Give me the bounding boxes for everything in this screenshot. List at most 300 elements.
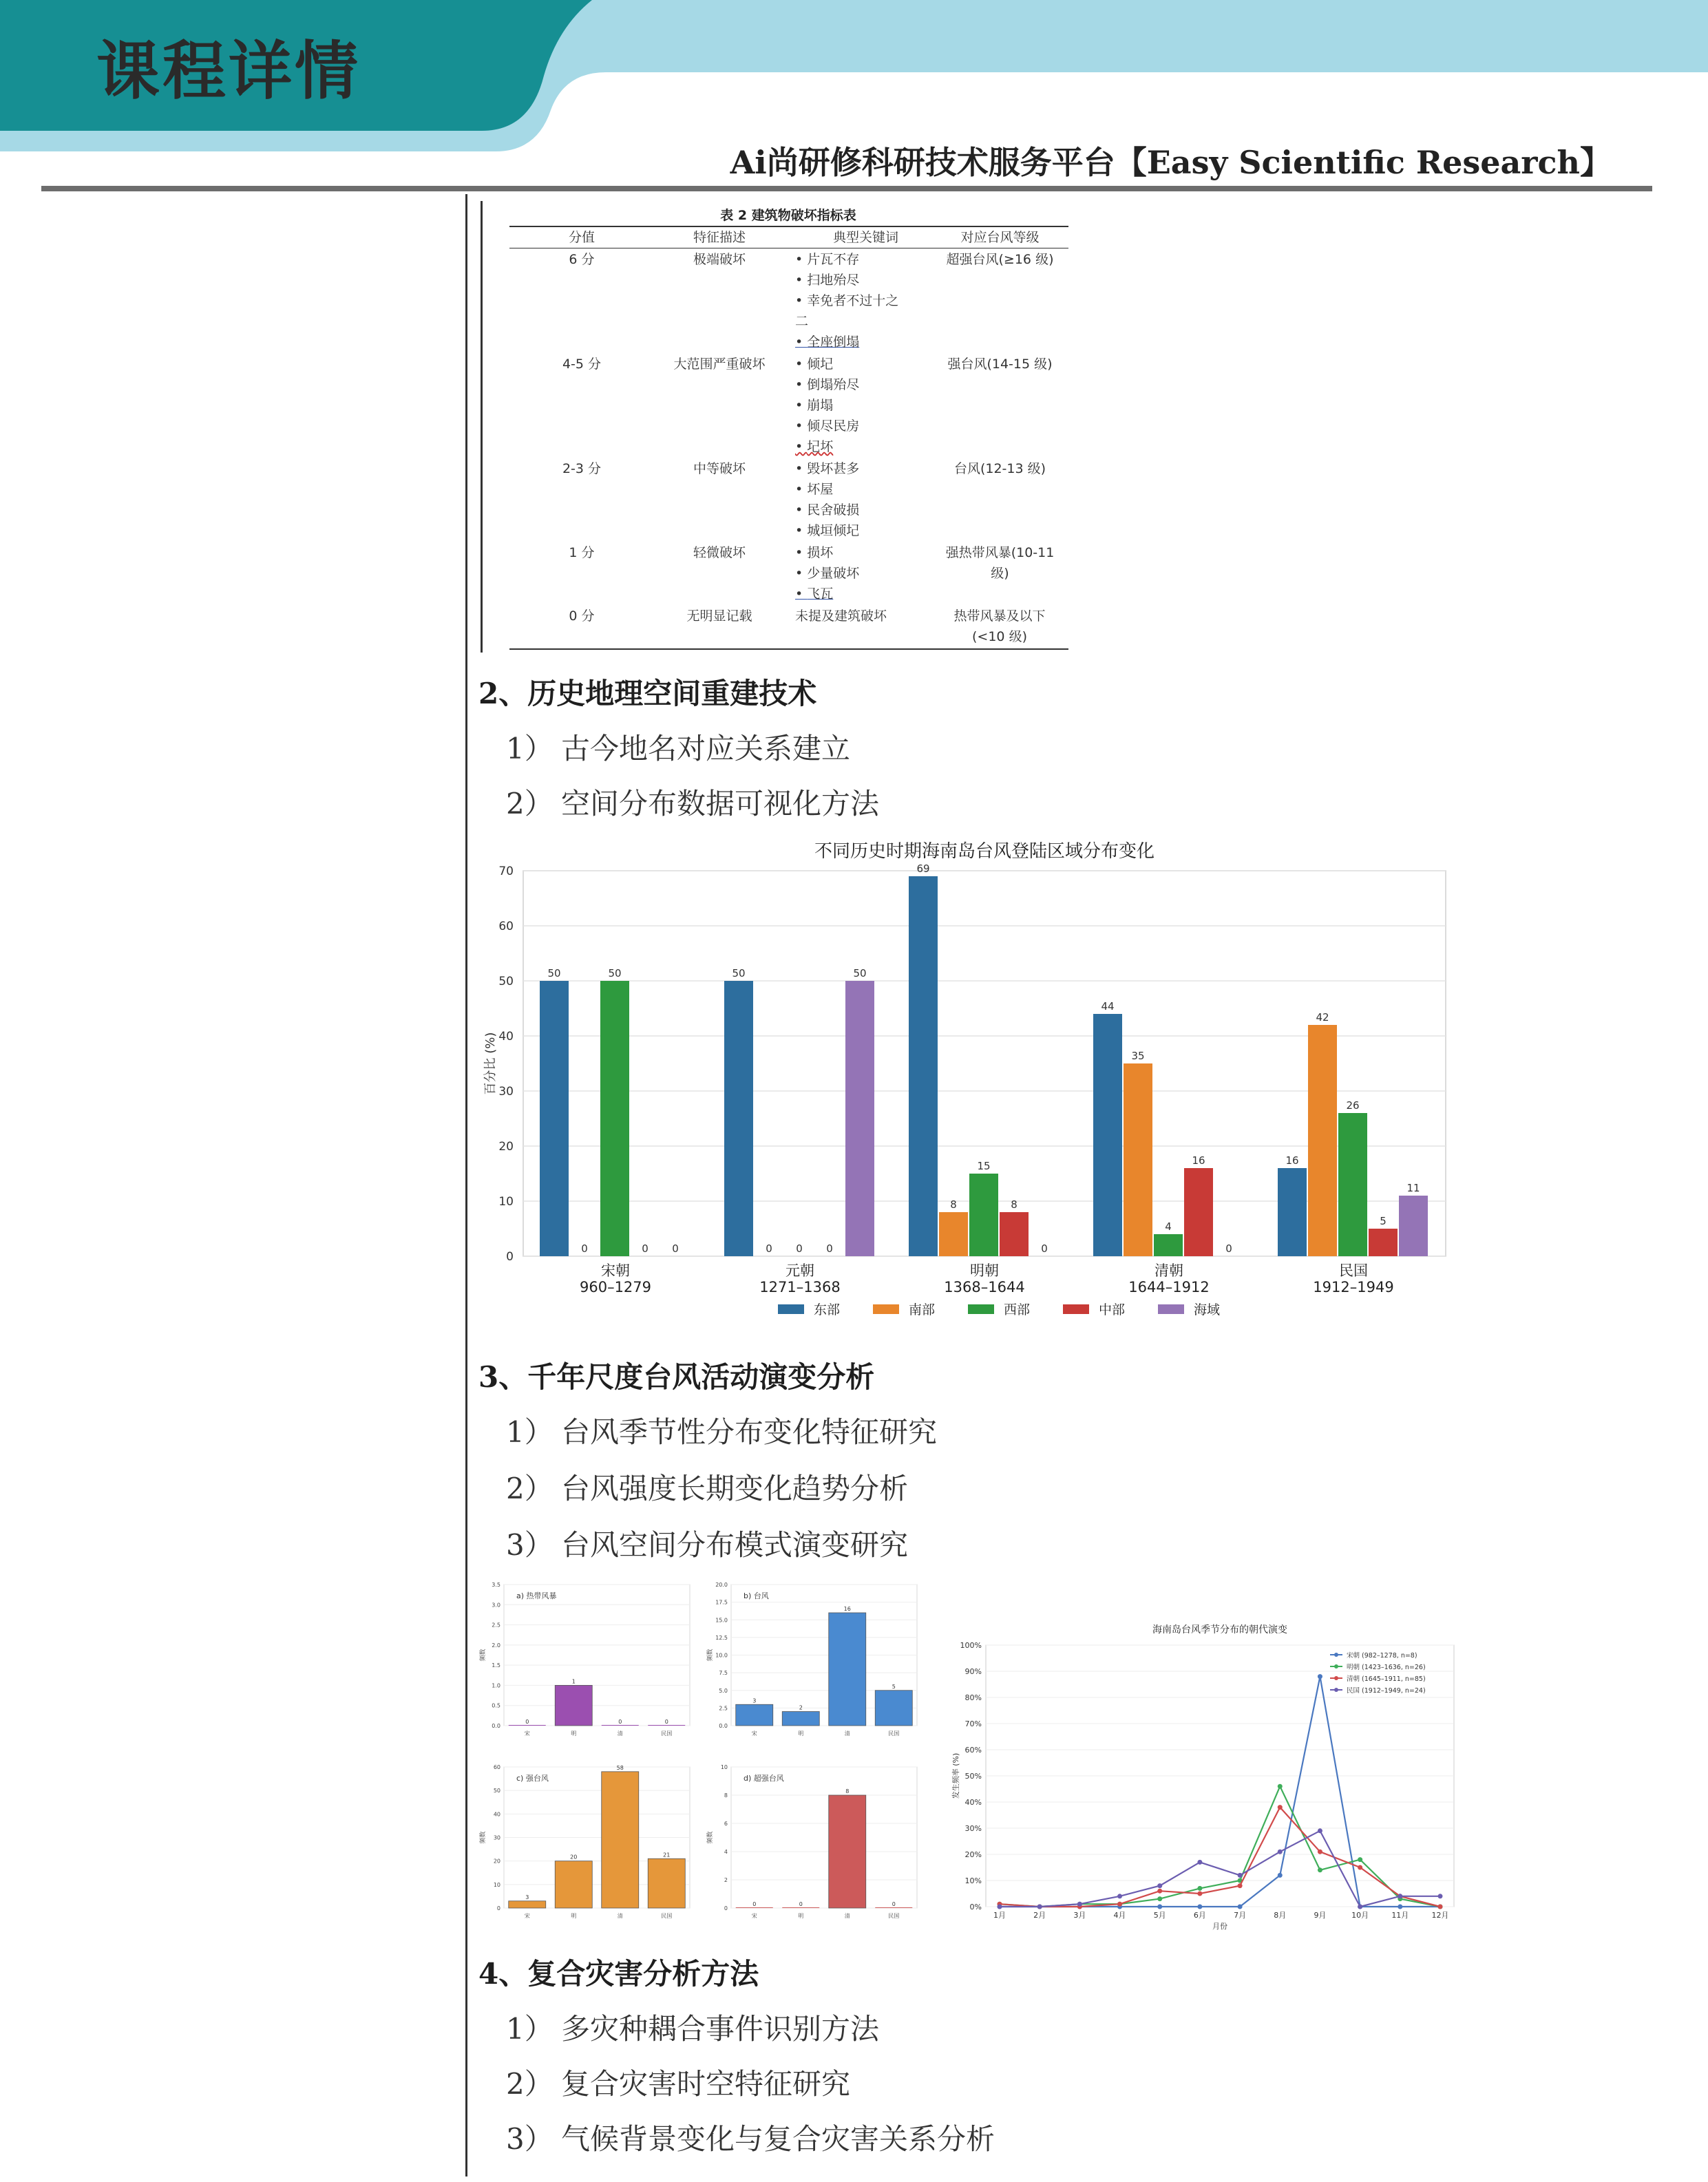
y-tick-label: 20: [498, 1140, 514, 1154]
section-4-heading: 4、复合灾害分析方法: [478, 1957, 759, 1991]
bar-value-label: 50: [608, 967, 622, 979]
y-tick-label: 2.5: [719, 1705, 728, 1712]
keyword: • 全座倒塌: [795, 332, 936, 352]
y-tick-label: 7.5: [719, 1670, 728, 1677]
x-tick-label: 明: [571, 1730, 577, 1737]
y-axis-label: 百分比 (%): [483, 1032, 498, 1095]
data-point: [1197, 1905, 1202, 1909]
data-point: [1238, 1873, 1243, 1878]
table-cell-desc: 中等破坏: [693, 461, 746, 476]
y-tick-label: 12.5: [715, 1634, 728, 1641]
x-tick-label: 3月: [1073, 1911, 1086, 1920]
list-text: 台风空间分布模式演变研究: [561, 1528, 909, 1562]
x-tick-label: 宋: [524, 1730, 530, 1737]
y-tick-label: 0: [496, 1905, 500, 1911]
bar-value-label: 4: [1165, 1220, 1172, 1233]
list-number: 2）: [506, 787, 553, 820]
bar-value-label: 0: [618, 1719, 622, 1725]
chart-title: c) 强台风: [516, 1774, 549, 1783]
data-point: [1358, 1857, 1362, 1862]
landing-region-bar-chart: [475, 836, 1494, 1332]
plot-area: [731, 1767, 917, 1908]
bar: [1000, 1212, 1029, 1256]
legend-label: 东部: [814, 1302, 841, 1317]
keyword: • 片瓦不存: [795, 249, 936, 270]
bar-value-label: 0: [1041, 1242, 1048, 1255]
table-cell-desc: 无明显记载: [686, 608, 752, 624]
y-tick-label: 5.0: [719, 1687, 728, 1694]
list-text: 台风强度长期变化趋势分析: [561, 1472, 909, 1505]
list-text: 多灾种耦合事件识别方法: [561, 2012, 880, 2046]
table-cell-level: 台风(12-13 级): [953, 461, 1046, 476]
list-number: 1）: [506, 2012, 553, 2046]
x-tick-label: 宋: [751, 1730, 757, 1737]
x-tick-label: 10月: [1351, 1911, 1369, 1920]
x-tick-label: 宋: [751, 1913, 757, 1919]
x-tick-label: 8月: [1274, 1911, 1287, 1920]
strong-typhoon-bar-chart: [475, 1759, 702, 1931]
bar-value-label: 8: [1011, 1198, 1018, 1211]
bar: [939, 1212, 968, 1256]
legend-swatch: [778, 1304, 804, 1314]
data-point: [1438, 1894, 1443, 1898]
list-item: [506, 781, 879, 823]
table-header-score: 分值: [568, 230, 595, 245]
table-cell-keywords: [795, 542, 936, 604]
x-tick-label: 清: [844, 1913, 850, 1919]
x-tick-label: 清: [617, 1913, 623, 1919]
x-tick-label: 5月: [1153, 1911, 1166, 1920]
x-tick-label: 1月: [993, 1911, 1006, 1920]
list-text: 古今地名对应关系建立: [561, 732, 851, 765]
bar: [1338, 1113, 1367, 1256]
bar: [782, 1907, 819, 1908]
y-tick-label: 1.0: [492, 1682, 500, 1689]
table-left-border: [481, 201, 483, 653]
bar-value-label: 5: [892, 1683, 896, 1690]
bar-value-label: 0: [796, 1242, 803, 1255]
list-item: [506, 2006, 879, 2048]
list-text: 复合灾害时空特征研究: [561, 2067, 851, 2101]
x-tick-label: 1368–1644: [944, 1279, 1025, 1295]
table-cell-desc: 极端破坏: [693, 252, 746, 267]
x-tick-label: 1271–1368: [759, 1279, 841, 1295]
table-header-keywords: 典型关键词: [832, 230, 898, 245]
keyword: • 倒塌殆尽: [795, 374, 936, 395]
data-point: [1318, 1674, 1322, 1679]
list-number: 1）: [506, 732, 553, 765]
bar-value-label: 2: [799, 1704, 803, 1711]
x-tick-label: 2月: [1033, 1911, 1046, 1920]
legend-label: 宋朝 (982–1278, n=8): [1347, 1652, 1417, 1660]
y-axis-label: 频数: [707, 1831, 714, 1844]
data-point: [1238, 1905, 1243, 1909]
bar: [845, 981, 874, 1256]
bar: [736, 1907, 773, 1908]
y-tick-label: 70%: [964, 1719, 982, 1728]
page-title: 课程详情: [96, 34, 361, 108]
list-number: 2）: [506, 1472, 553, 1505]
table-cell-keywords: [795, 354, 936, 457]
bar-value-label: 50: [853, 967, 867, 979]
legend-swatch: [968, 1304, 994, 1314]
x-tick-label: 9月: [1314, 1911, 1327, 1920]
list-number: 3）: [506, 1528, 553, 1562]
bar-value-label: 11: [1406, 1182, 1420, 1194]
bar: [1184, 1168, 1213, 1256]
keyword: • 坏屋: [795, 479, 936, 500]
x-tick-label: 清: [844, 1730, 850, 1737]
bar: [1093, 1014, 1122, 1256]
keyword: • 圮坏: [795, 436, 936, 457]
x-tick-label: 明: [798, 1913, 804, 1919]
data-point: [1318, 1850, 1322, 1854]
chart-title: a) 热带风暴: [516, 1591, 557, 1600]
table-cell-level: 强热带风暴(10-11 级): [945, 545, 1055, 581]
x-tick-label: 民国: [661, 1913, 673, 1919]
bar-value-label: 16: [1192, 1154, 1205, 1167]
bar: [1124, 1063, 1152, 1256]
bar-value-label: 0: [826, 1242, 833, 1255]
data-point: [1318, 1828, 1322, 1833]
table-cell-score: 2-3 分: [562, 461, 602, 476]
y-tick-label: 40: [493, 1811, 500, 1818]
data-point: [1197, 1892, 1202, 1896]
y-tick-label: 60: [498, 920, 514, 933]
y-tick-label: 10%: [964, 1876, 982, 1885]
data-point: [1157, 1905, 1162, 1909]
y-tick-label: 70: [498, 865, 514, 878]
x-tick-label: 1912–1949: [1313, 1279, 1394, 1295]
data-point: [1438, 1905, 1443, 1909]
bar-value-label: 0: [525, 1719, 529, 1725]
bar: [969, 1174, 998, 1256]
legend-marker: [1334, 1688, 1338, 1692]
bar: [1278, 1168, 1307, 1256]
y-tick-label: 0.0: [492, 1723, 500, 1729]
bar-value-label: 0: [1225, 1242, 1232, 1255]
table-cell-level: 热带风暴及以下 (<10 级): [953, 608, 1046, 644]
y-tick-label: 6: [724, 1821, 728, 1827]
bar: [1308, 1025, 1337, 1256]
bar-value-label: 0: [664, 1719, 668, 1725]
y-tick-label: 0: [506, 1250, 514, 1264]
keyword: • 崩塌: [795, 395, 936, 416]
y-tick-label: 40%: [964, 1798, 982, 1807]
y-tick-label: 50%: [964, 1772, 982, 1781]
list-item: [506, 2117, 995, 2158]
data-point: [1197, 1886, 1202, 1891]
data-point: [1037, 1905, 1042, 1909]
data-point: [1358, 1865, 1362, 1870]
y-tick-label: 0.0: [719, 1723, 728, 1729]
y-tick-label: 17.5: [715, 1599, 728, 1606]
x-tick-label: 清朝: [1155, 1262, 1183, 1279]
bar: [509, 1901, 546, 1908]
y-tick-label: 60%: [964, 1746, 982, 1755]
legend-label: 明朝 (1423–1636, n=26): [1347, 1664, 1426, 1671]
table-header-desc: 特征描述: [693, 230, 746, 245]
y-tick-label: 10: [493, 1881, 500, 1888]
data-point: [998, 1905, 1002, 1909]
bar-value-label: 69: [916, 862, 930, 875]
y-tick-label: 50: [498, 975, 514, 988]
keyword: • 民舍破损: [795, 500, 936, 520]
seasonal-distribution-line-chart: [943, 1618, 1480, 1934]
keyword-continuation: 二: [795, 314, 809, 329]
x-tick-label: 元朝: [786, 1262, 814, 1279]
keyword: • 倾尽民房: [795, 416, 936, 436]
bar: [509, 1725, 546, 1726]
y-tick-label: 0.5: [492, 1702, 500, 1709]
bar: [1399, 1196, 1428, 1256]
table-cell-keywords: [795, 249, 936, 352]
legend-label: 海域: [1194, 1302, 1221, 1317]
chart-title: 海南岛台风季节分布的朝代演变: [1152, 1624, 1287, 1635]
y-tick-label: 60: [493, 1764, 500, 1770]
bar-value-label: 0: [642, 1242, 649, 1255]
data-point: [1278, 1805, 1283, 1810]
data-point: [1278, 1873, 1283, 1878]
y-tick-label: 0%: [969, 1903, 982, 1911]
section-3-heading: 3、千年尺度台风活动演变分析: [478, 1360, 875, 1394]
bar-value-label: 50: [547, 967, 561, 979]
legend-label: 清朝 (1645–1911, n=85): [1347, 1675, 1426, 1683]
list-item: [506, 1410, 937, 1451]
y-tick-label: 15.0: [715, 1617, 728, 1624]
x-tick-label: 民国: [1339, 1262, 1368, 1279]
legend-swatch: [873, 1304, 899, 1314]
y-axis-label: 频数: [707, 1649, 714, 1662]
bar: [1369, 1229, 1398, 1256]
bar-value-label: 16: [843, 1606, 851, 1612]
bar: [602, 1772, 639, 1908]
data-point: [1117, 1894, 1122, 1898]
section-2-heading: 2、历史地理空间重建技术: [478, 677, 817, 710]
tropical-storm-bar-chart: [475, 1576, 702, 1748]
bar: [724, 981, 753, 1256]
list-text: 台风季节性分布变化特征研究: [561, 1415, 938, 1449]
list-number: 2）: [506, 2067, 553, 2101]
bar-value-label: 8: [950, 1198, 957, 1211]
x-axis-label: 月份: [1212, 1922, 1227, 1931]
x-tick-label: 民国: [888, 1730, 900, 1737]
bar-value-label: 0: [672, 1242, 679, 1255]
data-point: [1197, 1860, 1202, 1865]
y-tick-label: 10: [720, 1764, 728, 1770]
bar: [540, 981, 569, 1256]
bar-value-label: 50: [732, 967, 746, 979]
x-tick-label: 明朝: [970, 1262, 999, 1279]
y-tick-label: 20.0: [715, 1582, 728, 1588]
y-tick-label: 2.5: [492, 1622, 500, 1629]
y-tick-label: 90%: [964, 1667, 982, 1676]
legend-label: 民国 (1912–1949, n=24): [1347, 1687, 1426, 1695]
bar-value-label: 0: [892, 1901, 896, 1907]
list-item: [506, 726, 850, 767]
bar-value-label: 8: [845, 1788, 850, 1794]
list-item: [506, 2062, 850, 2103]
bar-value-label: 26: [1346, 1099, 1360, 1112]
bar-value-label: 0: [581, 1242, 588, 1255]
x-tick-label: 宋朝: [601, 1262, 630, 1279]
x-tick-label: 12月: [1431, 1911, 1449, 1920]
legend-marker: [1334, 1664, 1338, 1669]
y-tick-label: 3.0: [492, 1602, 500, 1609]
x-tick-label: 1644–1912: [1128, 1279, 1210, 1295]
bar-value-label: 0: [766, 1242, 772, 1255]
y-tick-label: 80%: [964, 1693, 982, 1702]
x-tick-label: 明: [798, 1730, 804, 1737]
bar: [829, 1795, 866, 1908]
bar: [648, 1858, 685, 1908]
y-tick-label: 20: [493, 1858, 500, 1865]
table-cell-level: 强台风(14-15 级): [947, 357, 1053, 372]
data-point: [1318, 1867, 1322, 1872]
y-tick-label: 2.0: [492, 1642, 500, 1649]
x-tick-label: 6月: [1193, 1911, 1206, 1920]
keyword: • 损坏: [795, 542, 936, 563]
keyword: • 倾圮: [795, 354, 936, 374]
table-cell-score: 0 分: [569, 608, 595, 624]
keyword: • 飞瓦: [795, 584, 936, 604]
x-tick-label: 960–1279: [579, 1279, 652, 1295]
list-item: [506, 1466, 908, 1507]
data-point: [1238, 1883, 1243, 1888]
header-divider: [41, 186, 1652, 191]
table-cell-score: 4-5 分: [562, 357, 602, 372]
table-cell-desc: 轻微破坏: [693, 545, 746, 560]
bar: [602, 1725, 639, 1726]
bar-value-label: 0: [799, 1901, 803, 1907]
bar-value-label: 21: [663, 1852, 671, 1858]
keyword: • 扫地殆尽: [795, 270, 936, 290]
keyword: • 毁坏甚多: [795, 458, 936, 479]
data-point: [1398, 1905, 1402, 1909]
y-tick-label: 10.0: [715, 1652, 728, 1659]
y-axis-label: 频数: [480, 1649, 487, 1662]
data-point: [1278, 1784, 1283, 1789]
data-point: [1358, 1905, 1362, 1909]
y-tick-label: 4: [724, 1849, 728, 1855]
y-tick-label: 1.5: [492, 1662, 500, 1669]
table-caption: 表 2 建筑物破坏指标表: [720, 208, 856, 223]
table-cell-desc: 大范围严重破坏: [673, 357, 766, 372]
x-tick-label: 民国: [888, 1913, 900, 1919]
bar-value-label: 35: [1131, 1050, 1145, 1062]
y-axis-label: 发生频率 (%): [951, 1752, 960, 1799]
y-tick-label: 0: [724, 1905, 728, 1911]
y-tick-label: 30: [493, 1834, 500, 1841]
keyword: • 城垣倾圮: [795, 520, 936, 541]
list-text: 气候背景变化与复合灾害关系分析: [561, 2122, 995, 2156]
data-point: [1157, 1896, 1162, 1901]
y-tick-label: 20%: [964, 1850, 982, 1859]
bar: [648, 1725, 685, 1726]
list-number: 1）: [506, 1415, 553, 1449]
data-point: [1157, 1883, 1162, 1888]
data-point: [1077, 1902, 1082, 1907]
y-tick-label: 50: [493, 1788, 500, 1794]
chart-title: d) 超强台风: [744, 1774, 784, 1783]
bar-value-label: 5: [1380, 1215, 1387, 1227]
chart-title: 不同历史时期海南岛台风登陆区域分布变化: [814, 841, 1155, 862]
bar: [829, 1613, 866, 1726]
y-axis-label: 频数: [480, 1831, 487, 1844]
table-header-level: 对应台风等级: [960, 230, 1040, 245]
legend-swatch: [1063, 1304, 1089, 1314]
table-cell-score: 1 分: [569, 545, 595, 560]
y-tick-label: 30: [498, 1085, 514, 1099]
legend-label: 南部: [909, 1302, 936, 1317]
bar: [1154, 1234, 1183, 1256]
legend-marker: [1334, 1676, 1338, 1680]
table-cell-score: 6 分: [569, 252, 595, 267]
y-tick-label: 2: [724, 1877, 728, 1883]
y-tick-label: 30%: [964, 1824, 982, 1833]
x-tick-label: 民国: [661, 1730, 673, 1737]
list-text: 空间分布数据可视化方法: [561, 787, 880, 820]
bar: [909, 876, 938, 1256]
data-point: [1278, 1850, 1283, 1854]
list-item: [506, 1523, 908, 1564]
table-cell-level: 超强台风(≥16 级): [946, 252, 1054, 267]
table-cell-keywords: 未提及建筑破坏: [795, 608, 887, 624]
typhoon-bar-chart: [702, 1576, 929, 1748]
keyword: • 少量破坏: [795, 563, 936, 584]
table-bottom-rule: [509, 648, 1068, 650]
bar-value-label: 3: [525, 1894, 529, 1900]
x-tick-label: 4月: [1113, 1911, 1126, 1920]
x-tick-label: 宋: [524, 1913, 530, 1919]
data-point: [1117, 1902, 1122, 1907]
super-typhoon-bar-chart: [702, 1759, 929, 1931]
bar-value-label: 15: [977, 1160, 991, 1172]
y-tick-label: 10: [498, 1195, 514, 1209]
bar-value-label: 0: [752, 1901, 757, 1907]
table-cell-keywords: [795, 458, 936, 541]
y-tick-label: 100%: [960, 1641, 982, 1650]
bar-value-label: 44: [1101, 1000, 1115, 1013]
plot-area: [504, 1585, 690, 1726]
data-point: [1157, 1889, 1162, 1894]
bar-value-label: 16: [1285, 1154, 1299, 1167]
list-number: 3）: [506, 2122, 553, 2156]
y-tick-label: 8: [724, 1792, 728, 1799]
y-tick-label: 3.5: [492, 1582, 500, 1588]
bar-value-label: 58: [616, 1764, 624, 1771]
bar: [782, 1712, 819, 1726]
bar: [600, 981, 629, 1256]
y-tick-label: 40: [498, 1030, 514, 1044]
x-tick-label: 7月: [1234, 1911, 1247, 1920]
bar: [875, 1691, 912, 1726]
bar: [555, 1685, 592, 1726]
chart-title: b) 台风: [744, 1591, 769, 1600]
legend-label: 中部: [1099, 1302, 1126, 1317]
bar: [555, 1861, 592, 1908]
legend-swatch: [1158, 1304, 1184, 1314]
x-tick-label: 11月: [1391, 1911, 1409, 1920]
data-point: [1398, 1894, 1402, 1898]
keyword: • 幸免者不过十之: [795, 290, 936, 311]
platform-name: Ai尚研修科研技术服务平台【Easy Scientific Research】: [730, 144, 1612, 181]
content-left-border: [465, 194, 467, 2176]
x-tick-label: 清: [617, 1730, 623, 1737]
bar-value-label: 20: [570, 1854, 578, 1861]
x-tick-label: 明: [571, 1913, 577, 1919]
legend-marker: [1334, 1653, 1338, 1657]
